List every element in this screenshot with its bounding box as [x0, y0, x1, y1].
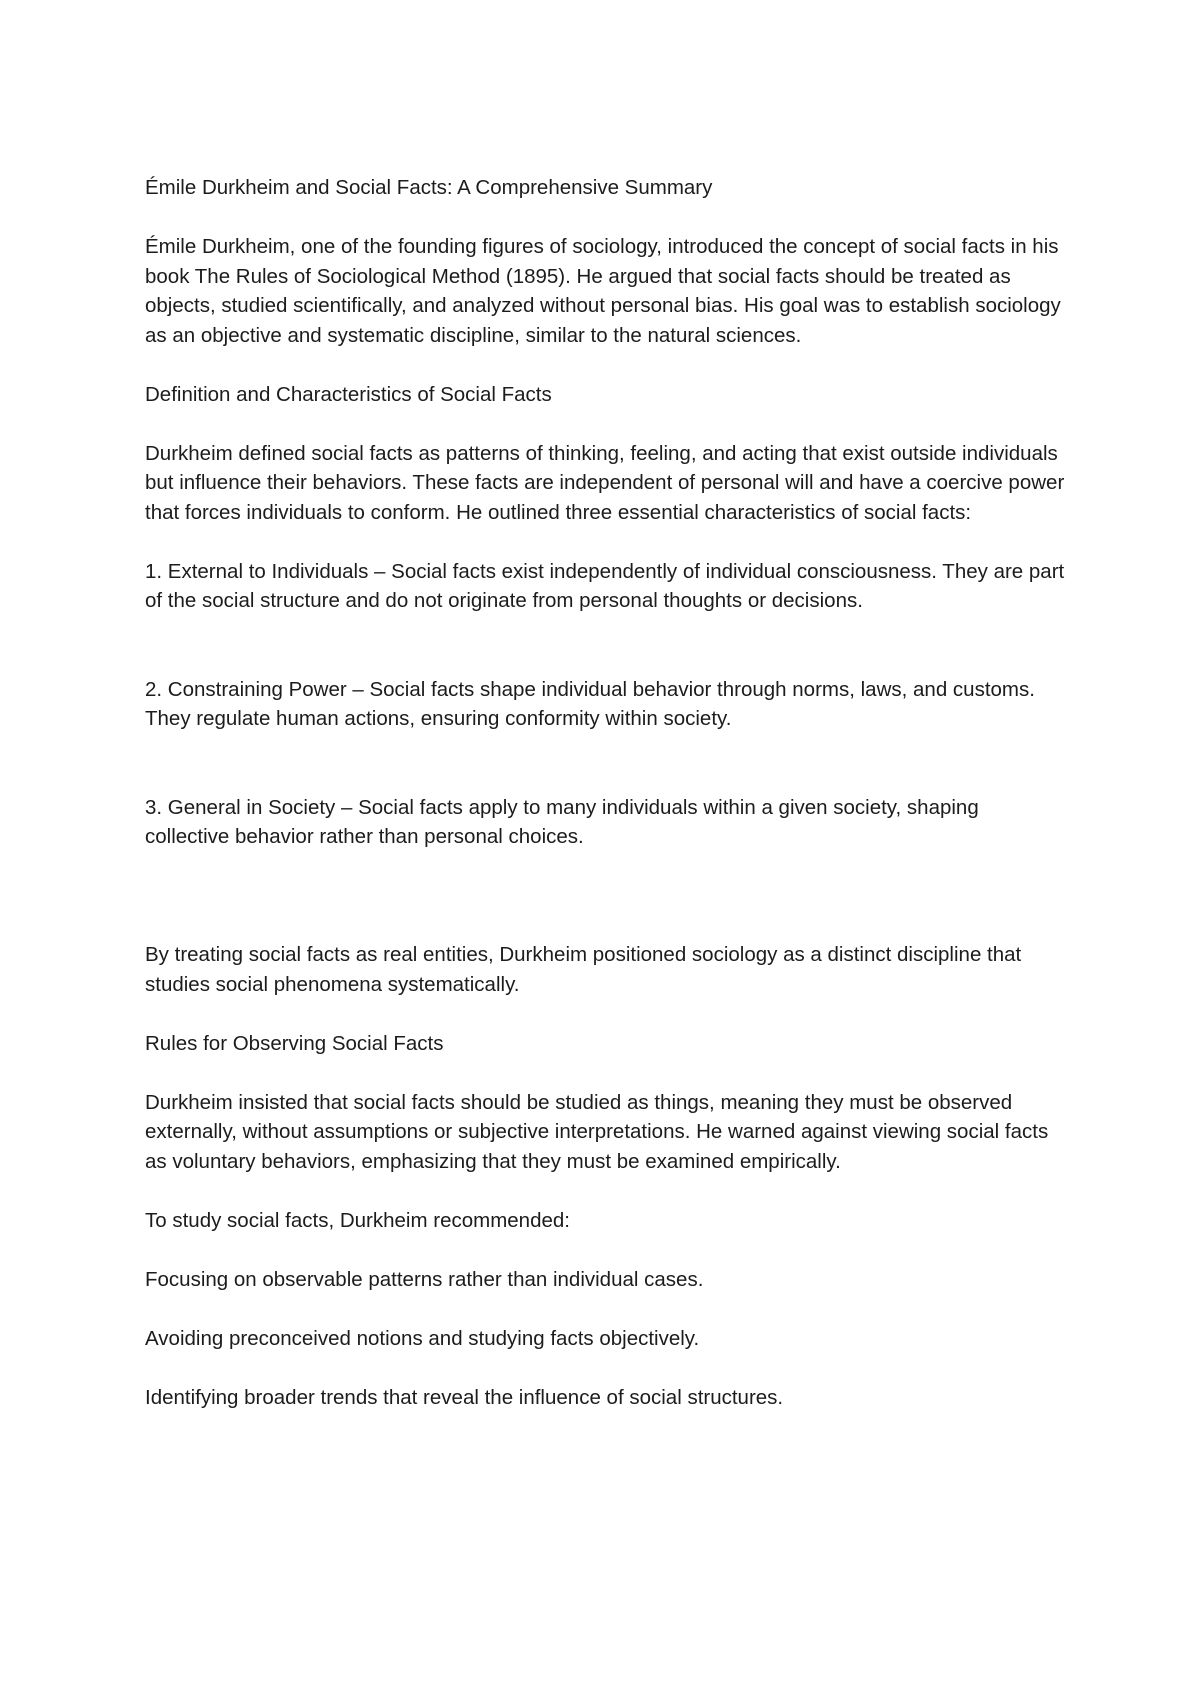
document-body	[145, 173, 1065, 1412]
recommend-intro: To study social facts, Durkheim recommended:	[145, 1208, 570, 1232]
characteristic-item-constraining: 2. Constraining Power – Social facts shape individual behavior through norms, laws, and customs. They regulate human actions, ensuring conformity within society.	[145, 677, 1035, 730]
characteristic-item-general: 3. General in Society – Social facts apply to many individuals within a given society, shaping collective behavior rather than personal choices.	[145, 795, 979, 848]
intro-paragraph: Émile Durkheim, one of the founding figures of sociology, introduced the concept of social facts in his book The Rules of Sociological Method (1895). He argued that social facts should be treated as objects, studied scientifically, and analyzed without personal bias. His goal was to establish sociology as an objective and systematic discipline, similar to the natural sciences.	[145, 235, 1061, 347]
recommendation-item: Identifying broader trends that reveal the influence of social structures.	[145, 1385, 784, 1409]
document-title: Émile Durkheim and Social Facts: A Comprehensive Summary	[145, 176, 713, 199]
section-heading-rules: Rules for Observing Social Facts	[145, 1031, 444, 1055]
definition-paragraph: Durkheim defined social facts as patterns of thinking, feeling, and acting that exist outside individuals but influence their behaviors. These facts are independent of personal will and have a coercive power that forces individuals to conform. He outlined three essential characteristics of social facts:	[145, 441, 1065, 524]
recommendation-item: Avoiding preconceived notions and studying facts objectively.	[145, 1326, 700, 1350]
conclusion-paragraph: By treating social facts as real entities, Durkheim positioned sociology as a distinct discipline that studies social phenomena systematically.	[145, 943, 1022, 996]
rules-paragraph: Durkheim insisted that social facts should be studied as things, meaning they must be observed externally, without assumptions or subjective interpretations. He warned against viewing social facts as voluntary behaviors, emphasizing that they must be examined empirically.	[145, 1090, 1049, 1173]
recommendation-item: Focusing on observable patterns rather than individual cases.	[145, 1267, 704, 1291]
characteristic-item-external: 1. External to Individuals – Social facts exist independently of individual consciousness. They are part of the social structure and do not originate from personal thoughts or decisions.	[145, 559, 1065, 612]
section-heading-definition: Definition and Characteristics of Social Facts	[145, 382, 552, 406]
